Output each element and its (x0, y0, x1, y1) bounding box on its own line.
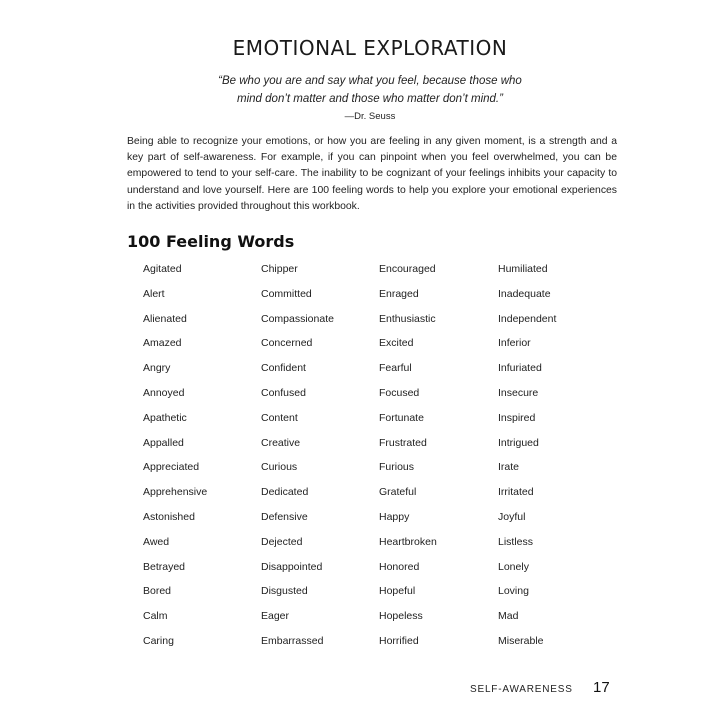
feeling-word: Hopeful (379, 585, 416, 598)
feeling-word: Angry (143, 362, 171, 375)
feeling-word: Listless (498, 535, 534, 548)
feeling-word: Insecure (498, 386, 539, 399)
feeling-word: Loving (498, 585, 529, 598)
feeling-word: Confused (261, 386, 306, 399)
page-number: 17 (593, 679, 610, 696)
page-title: EMOTIONAL EXPLORATION (232, 36, 508, 60)
feeling-word: Content (261, 411, 298, 424)
feeling-word: Apprehensive (143, 486, 208, 499)
feeling-word: Happy (379, 510, 410, 523)
feeling-word: Confident (261, 362, 306, 375)
feeling-word: Amazed (143, 337, 182, 350)
feeling-word: Agitated (143, 263, 182, 275)
feeling-word: Concerned (261, 337, 313, 350)
feeling-word: Eager (261, 610, 290, 623)
feeling-word: Dedicated (261, 486, 309, 499)
word-column-4 (498, 262, 556, 659)
feeling-word: Inspired (498, 411, 536, 424)
quote-line-2: mind don’t matter and those who matter don’t mind.” (237, 93, 503, 105)
feeling-word: Curious (261, 461, 298, 474)
feeling-word: Infuriated (498, 362, 542, 375)
feeling-word: Disgusted (261, 585, 308, 598)
feeling-word: Enraged (379, 287, 419, 300)
feeling-word: Calm (143, 610, 168, 623)
feeling-word: Encouraged (379, 263, 436, 275)
feeling-word: Caring (143, 634, 174, 647)
feeling-word: Excited (379, 337, 414, 350)
feeling-word: Frustrated (379, 436, 427, 449)
feeling-word: Honored (379, 560, 420, 573)
feeling-word: Intrigued (498, 436, 539, 449)
feeling-word: Fortunate (379, 411, 424, 424)
feeling-word: Joyful (498, 510, 526, 523)
feeling-word: Inadequate (498, 287, 551, 300)
feeling-word: Grateful (379, 486, 417, 499)
feeling-word: Hopeless (379, 610, 423, 623)
feeling-word: Astonished (143, 510, 195, 523)
feeling-word: Irate (498, 461, 520, 474)
feeling-word: Compassionate (261, 312, 334, 325)
feeling-word: Fearful (379, 362, 412, 375)
feeling-word: Apathetic (143, 411, 187, 424)
feeling-word: Appreciated (143, 461, 200, 474)
feeling-word: Awed (143, 535, 170, 548)
feeling-word: Alienated (143, 312, 187, 325)
word-column-1 (143, 262, 207, 659)
feeling-word: Horrified (379, 634, 419, 647)
section-heading: 100 Feeling Words (127, 232, 295, 251)
feeling-word: Annoyed (143, 386, 185, 399)
feeling-word: Furious (379, 461, 415, 474)
feeling-word: Lonely (498, 560, 529, 573)
feeling-word: Creative (261, 436, 301, 449)
feeling-word: Heartbroken (379, 535, 437, 548)
feeling-word: Appalled (143, 436, 184, 449)
word-column-3 (379, 262, 437, 659)
feeling-word: Dejected (261, 535, 303, 548)
epigraph-quote (0, 72, 720, 108)
feeling-word: Mad (498, 610, 519, 623)
feeling-word: Humiliated (498, 263, 548, 275)
feeling-word: Irritated (498, 486, 534, 499)
feeling-word: Disappointed (261, 560, 323, 573)
feeling-word: Defensive (261, 510, 308, 523)
word-column-2 (261, 262, 334, 659)
feeling-word: Enthusiastic (379, 312, 436, 325)
feeling-word: Chipper (261, 263, 298, 275)
feeling-word: Independent (498, 312, 557, 325)
intro-paragraph: Being able to recognize your emotions, or how you are feeling in any given moment, is a strength and a key part of self-awareness. For example, if you can pinpoint when you feel overwhelmed, you can be empowered to tend to your self-care. The inability to be cognizant of your feelings inhibits your capacity to understand and love yourself. Here are 100 feeling words to help you explore your emotional experiences in the activities provided throughout this workbook. (127, 136, 617, 212)
feeling-word: Inferior (498, 337, 531, 350)
feeling-word: Committed (261, 287, 312, 300)
feeling-word: Alert (143, 287, 165, 300)
feeling-word: Embarrassed (261, 634, 324, 647)
quote-attribution: —Dr. Seuss (344, 111, 396, 122)
feeling-word: Bored (143, 585, 172, 598)
quote-line-1: “Be who you are and say what you feel, because those who (218, 75, 522, 87)
footer-section-label: SELF-AWARENESS (470, 684, 573, 695)
feeling-word: Focused (379, 386, 420, 399)
feeling-word: Miserable (498, 634, 544, 647)
feeling-word: Betrayed (143, 560, 186, 573)
